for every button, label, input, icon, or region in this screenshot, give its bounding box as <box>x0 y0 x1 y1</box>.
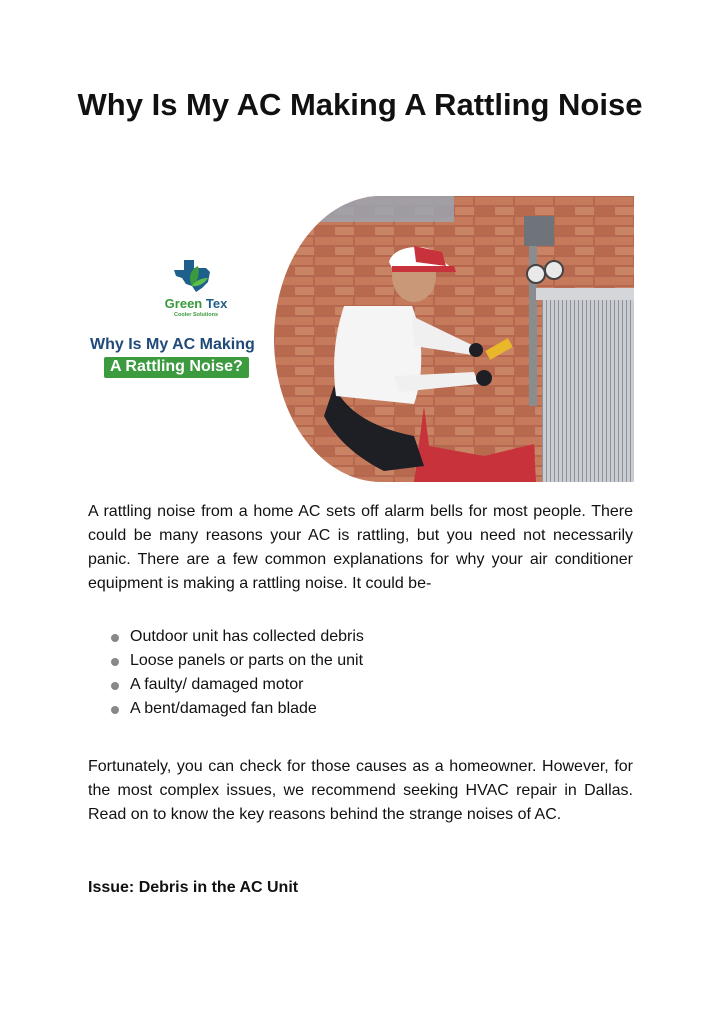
list-item <box>104 673 364 697</box>
list-item-text: A faulty/ damaged motor <box>130 676 304 693</box>
list-item <box>104 697 364 721</box>
list-item <box>104 625 364 649</box>
brand-tagline: Cooler Solutions <box>174 312 218 318</box>
bullet-icon <box>111 706 119 714</box>
list-item-text: A bent/damaged fan blade <box>130 700 317 717</box>
list-item-text: Outdoor unit has collected debris <box>130 628 364 645</box>
intro-paragraph: A rattling noise from a home AC sets off alarm bells for most people. There could be many reasons your AC is rattling, but you need not necessarily panic. There are a few common explanations for why your air conditioner equipment is making a rattling noise. It could be- <box>88 503 633 592</box>
bullet-icon <box>111 634 119 642</box>
banner-line-1: Why Is My AC Making <box>90 336 255 353</box>
brand-tex: Tex <box>205 296 228 311</box>
causes-list <box>104 625 364 721</box>
section-heading: Issue: Debris in the AC Unit <box>88 879 299 896</box>
bullet-icon <box>111 682 119 690</box>
technician-photo <box>274 196 634 482</box>
list-item <box>104 649 364 673</box>
banner-line-2: A Rattling Noise? <box>104 357 249 378</box>
list-item-text: Loose panels or parts on the unit <box>130 652 364 669</box>
banner-graphic <box>86 256 276 386</box>
brand-name <box>146 296 246 311</box>
second-paragraph: Fortunately, you can check for those causes as a homeowner. However, for the most complex issues, we recommend seeking HVAC repair in Dallas. Read on to know the key reasons behind the strange noises of AC. <box>88 758 633 823</box>
bullet-icon <box>111 658 119 666</box>
brand-green: Green <box>164 296 203 311</box>
hero-image <box>86 196 634 482</box>
page-title: Why Is My AC Making A Rattling Noise <box>77 87 643 122</box>
texas-leaf-logo-icon <box>170 256 220 294</box>
